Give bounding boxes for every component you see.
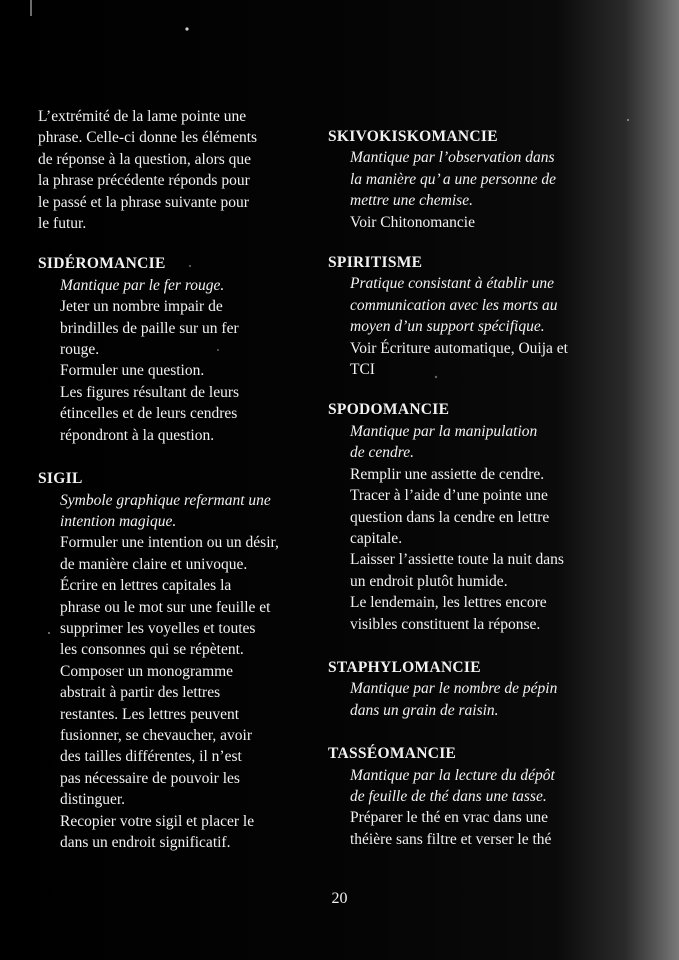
entry-title: STAPHYLOMANCIE	[328, 658, 481, 676]
entry-body-line: Écrire en lettres capitales la	[60, 577, 232, 595]
entry-body-line: Le lendemain, les lettres encore	[350, 594, 547, 612]
speck	[627, 119, 629, 121]
entry-definition: mettre une chemise.	[350, 192, 473, 210]
entry-body-line: pas nécessaire de pouvoir les	[60, 769, 240, 787]
entry-body-line: capitale.	[350, 529, 403, 547]
entry-tasseomancie	[328, 743, 628, 850]
speck	[30, 0, 32, 16]
entry-body-line: répondront à la question.	[60, 426, 215, 444]
entry-spodomancie	[328, 399, 628, 634]
entry-body-line: Tracer à l’aide d’une pointe une	[350, 487, 548, 505]
entry-body-line: TCI	[350, 361, 375, 379]
entry-body-line: phrase ou le mot sur une feuille et	[60, 598, 271, 616]
entry-body-line: des tailles différentes, il n’est	[60, 748, 242, 766]
entry-body-line: Composer un monogramme	[60, 662, 234, 680]
entry-body-line: Préparer le thé en vrac dans une	[350, 809, 548, 827]
entry-body-line: les consonnes qui se répètent.	[60, 641, 244, 659]
entry-body-line: Laisser l’assiette toute la nuit dans	[350, 551, 564, 569]
entry-definition: la manière qu’ a une personne de	[350, 170, 557, 188]
entry-definition: intention magique.	[60, 512, 177, 530]
entry-body-line: visibles constituent la réponse.	[350, 615, 541, 633]
speck	[185, 27, 188, 30]
right-column	[328, 126, 628, 850]
entry-title: SIGIL	[38, 470, 83, 488]
entry-definition: moyen d’un support spécifique.	[350, 318, 545, 336]
entry-definition: dans un grain de raisin.	[350, 701, 499, 719]
entry-staphylomancie	[328, 657, 628, 721]
entry-body-line: Recopier votre sigil et placer le	[60, 812, 255, 830]
page-number: 20	[331, 890, 348, 907]
entry-body-line: Formuler une intention ou un désir,	[60, 534, 279, 552]
entry-body-line: rouge.	[60, 341, 100, 359]
entry-spiritisme	[328, 252, 628, 380]
entry-body-line: dans un endroit significatif.	[60, 834, 231, 851]
entry-definition: Pratique consistant à établir une	[350, 275, 555, 293]
entry-definition: Mantique par la manipulation	[350, 422, 538, 440]
intro-line: la phrase précédente réponds pour	[38, 172, 250, 190]
entry-body-line: brindilles de paille sur un fer	[60, 319, 239, 337]
entry-body-line: distinguer.	[60, 791, 126, 809]
entry-body-line: Voir Chitonomancie	[350, 213, 475, 231]
entry-definition: de feuille de thé dans une tasse.	[350, 787, 547, 805]
entry-body-line: un endroit plutôt humide.	[350, 572, 508, 590]
entry-definition: communication avec les morts au	[350, 296, 558, 314]
entry-body-line: supprimer les voyelles et toutes	[60, 619, 256, 637]
entry-title: SPODOMANCIE	[328, 401, 450, 419]
entry-title: SIDÉROMANCIE	[38, 255, 166, 273]
entry-body-line: de manière claire et univoque.	[60, 555, 248, 573]
entry-title: SKIVOKISKOMANCIE	[328, 128, 498, 145]
entry-definition: Mantique par la lecture du dépôt	[350, 766, 555, 784]
entry-definition: Mantique par le fer rouge.	[60, 276, 225, 294]
entry-sideromancie	[38, 253, 318, 446]
entry-definition: Symbole graphique refermant une	[60, 491, 271, 509]
intro-line: le futur.	[38, 215, 87, 233]
entry-title: TASSÉOMANCIE	[328, 745, 457, 763]
intro-line: le passé et la phrase suivante pour	[38, 193, 249, 211]
intro-line: de réponse à la question, alors que	[38, 150, 252, 168]
entry-sigil	[38, 468, 318, 853]
intro-paragraph	[38, 106, 318, 234]
entry-body-line: Voir Écriture automatique, Ouija et	[350, 339, 568, 357]
entry-body-line: restantes. Les lettres peuvent	[60, 705, 240, 723]
entry-body-line: abstrait à partir des lettres	[60, 684, 221, 702]
entry-body-line: question dans la cendre en lettre	[350, 508, 550, 526]
entry-body-line: Les figures résultant de leurs	[60, 383, 240, 401]
entry-body-line: théière sans filtre et verser le thé	[350, 830, 552, 848]
entry-definition: de cendre.	[350, 444, 414, 462]
entry-skivokiskomancie	[328, 126, 628, 233]
entry-definition: Mantique par l’observation dans	[350, 149, 555, 167]
intro-line: L’extrémité de la lame pointe une	[38, 108, 247, 125]
entry-body-line: fusionner, se chevaucher, avoir	[60, 726, 252, 744]
entry-definition: Mantique par le nombre de pépin	[350, 680, 558, 698]
entry-title: SPIRITISME	[328, 254, 423, 272]
entry-body-line: Jeter un nombre impair de	[60, 298, 223, 316]
left-column	[38, 106, 318, 853]
entry-body-line: étincelles et de leurs cendres	[60, 405, 238, 423]
entry-body-line: Remplir une assiette de cendre.	[350, 465, 545, 483]
intro-line: phrase. Celle-ci donne les éléments	[38, 129, 258, 147]
entry-body-line: Formuler une question.	[60, 362, 205, 380]
